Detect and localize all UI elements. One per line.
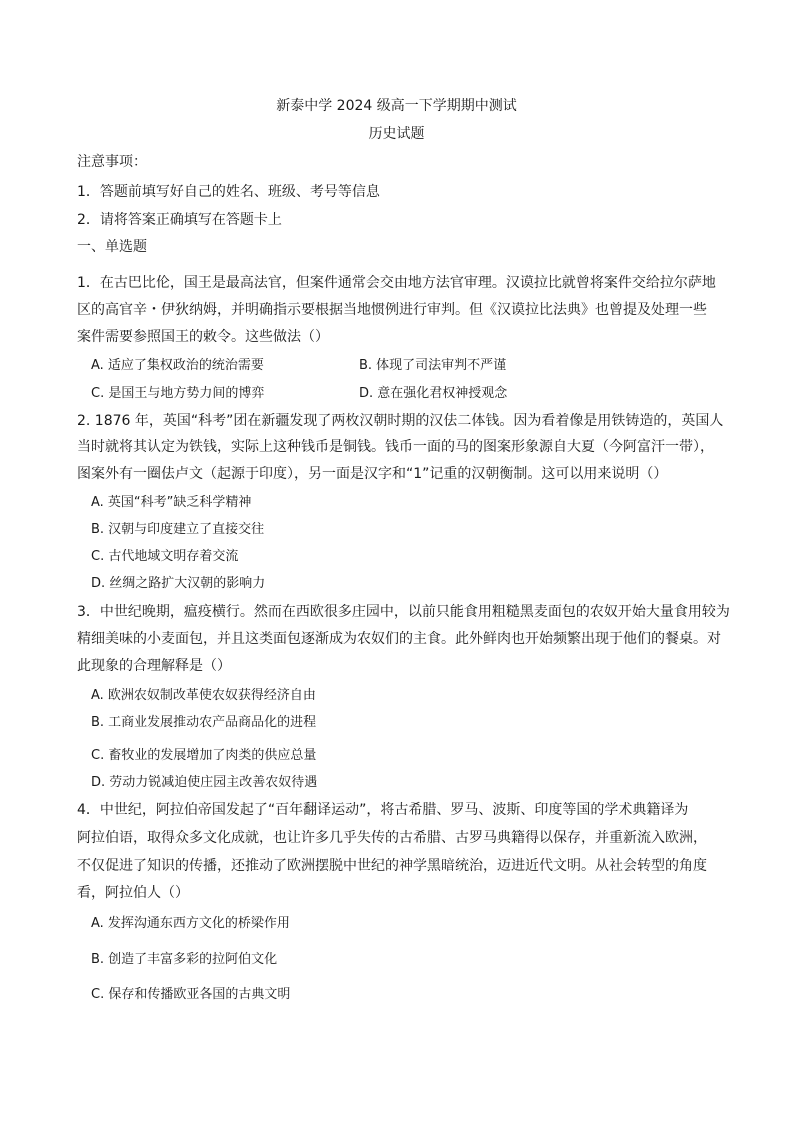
question-1-text: 1．在古巴比伦，国王是最高法官，但案件通常会交由地方法官审理。汉谟拉比就曾将案件交给拉尔萨地: [77, 275, 716, 291]
question-1-option-d: D. 意在强化君权神授观念: [359, 386, 508, 401]
question-1-text: 案件需要参照国王的敕令。这些做法（）: [77, 329, 329, 345]
question-1-option-c: C. 是国王与地方势力间的博弈: [91, 386, 265, 401]
question-3-option-a: A. 欧洲农奴制改革使农奴获得经济自由: [91, 688, 316, 703]
question-2-option-c: C. 古代地域文明存着交流: [91, 549, 239, 564]
question-2-text: 图案外有一圈佉卢文（起源于印度），另一面是汉字和“1”记重的汉朝衡制。这可以用来说明（）: [77, 466, 668, 482]
question-4-option-c: C. 保存和传播欧亚各国的古典文明: [91, 987, 291, 1002]
question-3-option-d: D. 劳动力锐减迫使庄园主改善农奴待遇: [91, 775, 318, 790]
question-1-text: 区的高官辛・伊狄纳姆，并明确指示要根据当地惯例进行审判。但《汉谟拉比法典》也曾提及处理一些: [77, 302, 707, 318]
notice-item: 1．答题前填写好自己的姓名、班级、考号等信息: [77, 184, 380, 200]
exam-subtitle: 历史试题: [368, 126, 425, 142]
notice-heading: 注意事项：: [77, 154, 147, 170]
question-2-text: 当时就将其认定为铁钱，实际上这种钱币是铜钱。钱币一面的马的图案形象源自大夏（今阿富汗一带），: [77, 439, 714, 455]
exam-title: 新泰中学 2024 级高一下学期期中测试: [276, 98, 517, 114]
question-2-option-b: B. 汉朝与印度建立了直接交往: [91, 522, 265, 537]
question-3-text: 此现象的合理解释是（）: [77, 658, 231, 674]
question-1-option-a: A. 适应了集权政治的统治需要: [91, 358, 264, 373]
question-3-option-c: C. 畜牧业的发展增加了肉类的供应总量: [91, 748, 317, 763]
question-2-text: 2. 1876 年，英国“科考”团在新疆发现了两枚汉朝时期的汉佉二体钱。因为看着像是用铁铸造的，英国人: [77, 413, 724, 429]
question-3-text: 精细美味的小麦面包，并且这类面包逐渐成为农奴们的主食。此外鲜肉也开始频繁出现于他们的餐桌。对: [77, 631, 721, 647]
question-3-text: 3．中世纪晚期，瘟疫横行。然而在西欧很多庄园中，以前只能食用粗糙黑麦面包的农奴开始大量食用较为: [77, 604, 730, 620]
question-4-text: 4．中世纪，阿拉伯帝国发起了“百年翻译运动”，将古希腊、罗马、波斯、印度等国的学术典籍译为: [77, 802, 689, 818]
section-heading: 一、单选题: [77, 239, 147, 255]
question-4-option-b: B. 创造了丰富多彩的拉阿伯文化: [91, 952, 278, 967]
notice-item: 2．请将答案正确填写在答题卡上: [77, 212, 282, 228]
question-2-option-d: D. 丝绸之路扩大汉朝的影响力: [91, 576, 266, 591]
question-2-option-a: A. 英国“科考”缺乏科学精神: [91, 495, 252, 510]
question-4-text: 不仅促进了知识的传播，还推动了欧洲摆脱中世纪的神学黑暗统治，迈进近代文明。从社会转型的角度: [77, 858, 707, 874]
question-4-option-a: A. 发挥沟通东西方文化的桥梁作用: [91, 916, 290, 931]
question-3-option-b: B. 工商业发展推动农产品商品化的进程: [91, 715, 317, 730]
question-4-text: 阿拉伯语，取得众多文化成就，也让许多几乎失传的古希腊、古罗马典籍得以保存，并重新流入欧洲，: [77, 830, 707, 846]
question-1-option-b: B. 体现了司法审判不严谨: [359, 358, 507, 373]
question-4-text: 看，阿拉伯人（）: [77, 885, 189, 901]
